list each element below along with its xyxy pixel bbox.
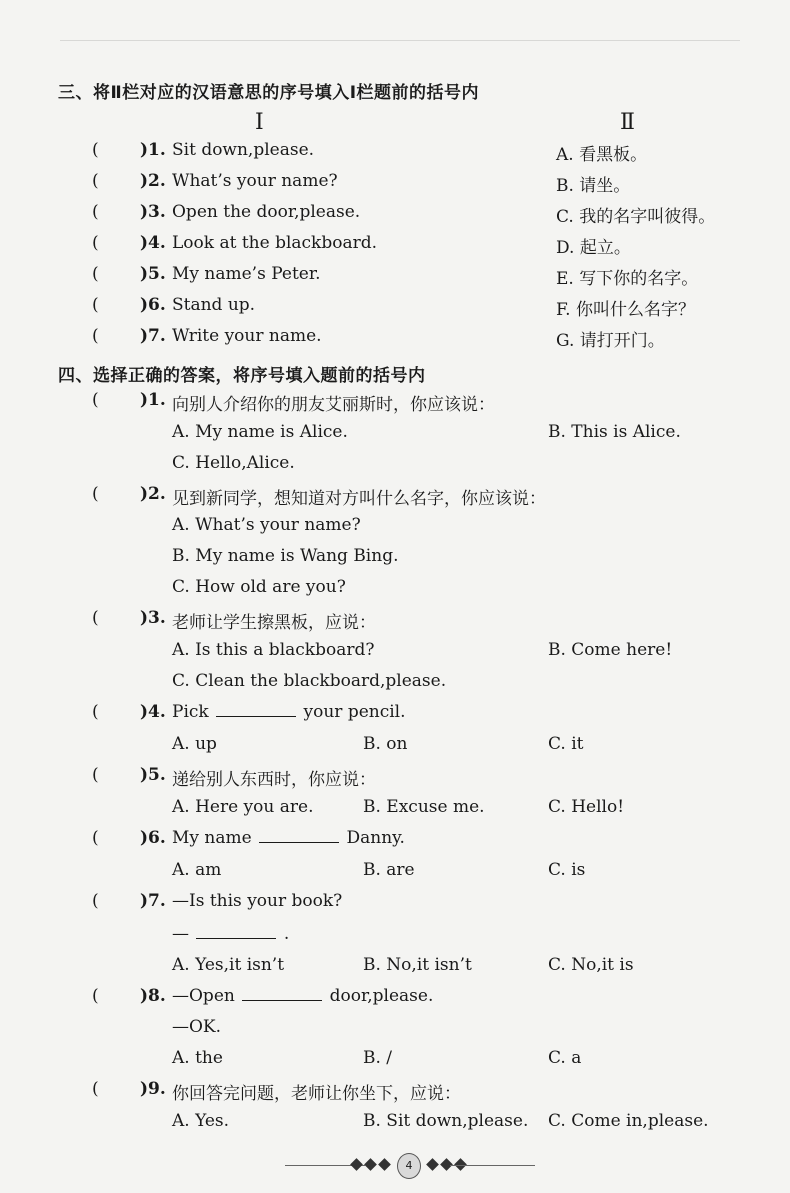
question-row [0, 1079, 790, 1110]
answer-bracket[interactable]: ( [92, 140, 99, 160]
question-number: )7. [140, 326, 166, 346]
question-row [0, 390, 790, 421]
answer-bracket[interactable]: ( [92, 295, 99, 315]
question-text-post: door,please. [329, 986, 434, 1006]
option-a[interactable]: A. Here you are. [172, 797, 314, 817]
question-number: )1. [140, 140, 166, 160]
footer-rule-right [450, 1165, 535, 1166]
dialogue-response-line [172, 924, 289, 944]
answer-bracket[interactable]: ( [92, 233, 99, 253]
match-row [0, 295, 790, 326]
question-text: What’s your name? [172, 171, 338, 191]
answer-bracket[interactable]: ( [92, 484, 99, 504]
option-b[interactable]: B. My name is Wang Bing. [172, 546, 399, 566]
question-text: 你回答完问题，老师让你坐下，应说： [172, 1084, 461, 1104]
fill-blank[interactable] [259, 828, 339, 843]
option-c[interactable]: C. a [548, 1048, 582, 1068]
question-text-pre: My name [172, 828, 252, 848]
answer-bracket[interactable]: ( [92, 891, 99, 911]
dialogue-end: . [283, 924, 290, 944]
question-text-pre: —Open [172, 986, 235, 1006]
option-a[interactable]: A. Yes,it isn’t [172, 955, 285, 975]
dialogue-response-line: —OK. [172, 1017, 222, 1037]
answer-bracket[interactable]: ( [92, 390, 99, 410]
option-b[interactable]: B. This is Alice. [548, 422, 681, 442]
option-b[interactable]: B. No,it isn’t [363, 955, 472, 975]
question-text-post: your pencil. [303, 702, 406, 722]
question-number: )1. [140, 390, 166, 410]
match-row [0, 171, 790, 202]
option-b[interactable]: B. Sit down,please. [363, 1111, 529, 1131]
answer-bracket[interactable]: ( [92, 326, 99, 346]
fill-blank[interactable] [196, 924, 276, 939]
option-c[interactable]: C. Clean the blackboard,please. [172, 671, 447, 691]
option-c[interactable]: C. Hello! [548, 797, 625, 817]
question-number: )6. [140, 828, 166, 848]
question-row [0, 608, 790, 639]
option-b[interactable]: B. Excuse me. [363, 797, 485, 817]
question-number: )7. [140, 891, 166, 911]
question-number: )4. [140, 233, 166, 253]
option-a[interactable]: A. What’s your name? [172, 515, 361, 535]
section3-heading: 三、将Ⅱ栏对应的汉语意思的序号填入Ⅰ栏题前的括号内 [58, 83, 480, 103]
question-text: 递给别人东西时，你应说： [172, 770, 376, 790]
match-row [0, 140, 790, 171]
question-number: )5. [140, 264, 166, 284]
question-text-pre: Pick [172, 702, 209, 722]
question-text: Write your name. [172, 326, 322, 346]
question-text: Look at the blackboard. [172, 233, 378, 253]
question-text [172, 702, 406, 722]
question-number: )6. [140, 295, 166, 315]
question-number: )4. [140, 702, 166, 722]
question-text: Stand up. [172, 295, 256, 315]
answer-bracket[interactable]: ( [92, 986, 99, 1006]
option-a[interactable]: A. up [172, 734, 217, 754]
option-a[interactable]: A. am [172, 860, 222, 880]
option-c[interactable]: C. Come in,please. [548, 1111, 709, 1131]
fill-blank[interactable] [216, 702, 296, 717]
question-text-post: Danny. [346, 828, 405, 848]
answer-option: E. 写下你的名字。 [556, 269, 699, 289]
diamond-ornament-icon [426, 1158, 439, 1171]
section4-heading: 四、选择正确的答案，将序号填入题前的括号内 [58, 366, 426, 386]
question-text: 向别人介绍你的朋友艾丽斯时，你应该说： [172, 395, 495, 415]
option-a[interactable]: A. Yes. [172, 1111, 230, 1131]
answer-bracket[interactable]: ( [92, 608, 99, 628]
question-row [0, 828, 790, 859]
show-through-artifact [60, 40, 740, 42]
question-text: 老师让学生擦黑板，应说： [172, 613, 376, 633]
question-row [0, 891, 790, 922]
diamond-ornament-icon [378, 1158, 391, 1171]
question-text: Open the door,please. [172, 202, 361, 222]
column-one-header: Ⅰ [255, 110, 264, 135]
answer-option: D. 起立。 [556, 238, 631, 258]
question-number: )9. [140, 1079, 166, 1099]
question-number: )5. [140, 765, 166, 785]
answer-bracket[interactable]: ( [92, 202, 99, 222]
answer-bracket[interactable]: ( [92, 765, 99, 785]
column-two-header: Ⅱ [620, 110, 635, 135]
diamond-ornament-icon [364, 1158, 377, 1171]
fill-blank[interactable] [242, 986, 322, 1001]
answer-option: F. 你叫什么名字？ [556, 300, 695, 320]
option-c[interactable]: C. it [548, 734, 584, 754]
option-b[interactable]: B. are [363, 860, 415, 880]
answer-option: A. 看黑板。 [556, 145, 648, 165]
question-text: —Is this your book? [172, 891, 343, 911]
question-text: My name’s Peter. [172, 264, 321, 284]
question-row [0, 702, 790, 733]
option-c[interactable]: C. is [548, 860, 586, 880]
diamond-ornament-icon [350, 1158, 363, 1171]
question-number: )8. [140, 986, 166, 1006]
question-text [172, 986, 433, 1006]
page-number: 4 [397, 1153, 421, 1179]
option-b[interactable]: B. on [363, 734, 408, 754]
match-row [0, 233, 790, 264]
option-c[interactable]: C. Hello,Alice. [172, 453, 295, 473]
option-c[interactable]: C. How old are you? [172, 577, 346, 597]
question-text: 见到新同学，想知道对方叫什么名字，你应该说： [172, 489, 546, 509]
question-row [0, 986, 790, 1017]
option-a[interactable]: A. My name is Alice. [172, 422, 348, 442]
option-b[interactable]: B. Come here! [548, 640, 673, 660]
question-text [172, 828, 405, 848]
question-text: Sit down,please. [172, 140, 315, 160]
answer-bracket[interactable]: ( [92, 702, 99, 722]
answer-bracket[interactable]: ( [92, 828, 99, 848]
question-number: )2. [140, 171, 166, 191]
answer-bracket[interactable]: ( [92, 1079, 99, 1099]
match-row [0, 202, 790, 233]
answer-option: C. 我的名字叫彼得。 [556, 207, 716, 227]
match-row [0, 326, 790, 357]
question-row [0, 765, 790, 796]
option-a[interactable]: A. Is this a blackboard? [172, 640, 375, 660]
answer-option: G. 请打开门。 [556, 331, 665, 351]
question-number: )3. [140, 608, 166, 628]
answer-bracket[interactable]: ( [92, 264, 99, 284]
match-row [0, 264, 790, 295]
option-c[interactable]: C. No,it is [548, 955, 634, 975]
option-a[interactable]: A. the [172, 1048, 223, 1068]
option-b[interactable]: B. / [363, 1048, 393, 1068]
question-row [0, 484, 790, 515]
question-number: )3. [140, 202, 166, 222]
question-number: )2. [140, 484, 166, 504]
answer-bracket[interactable]: ( [92, 171, 99, 191]
dialogue-dash: — [172, 924, 189, 944]
answer-option: B. 请坐。 [556, 176, 631, 196]
